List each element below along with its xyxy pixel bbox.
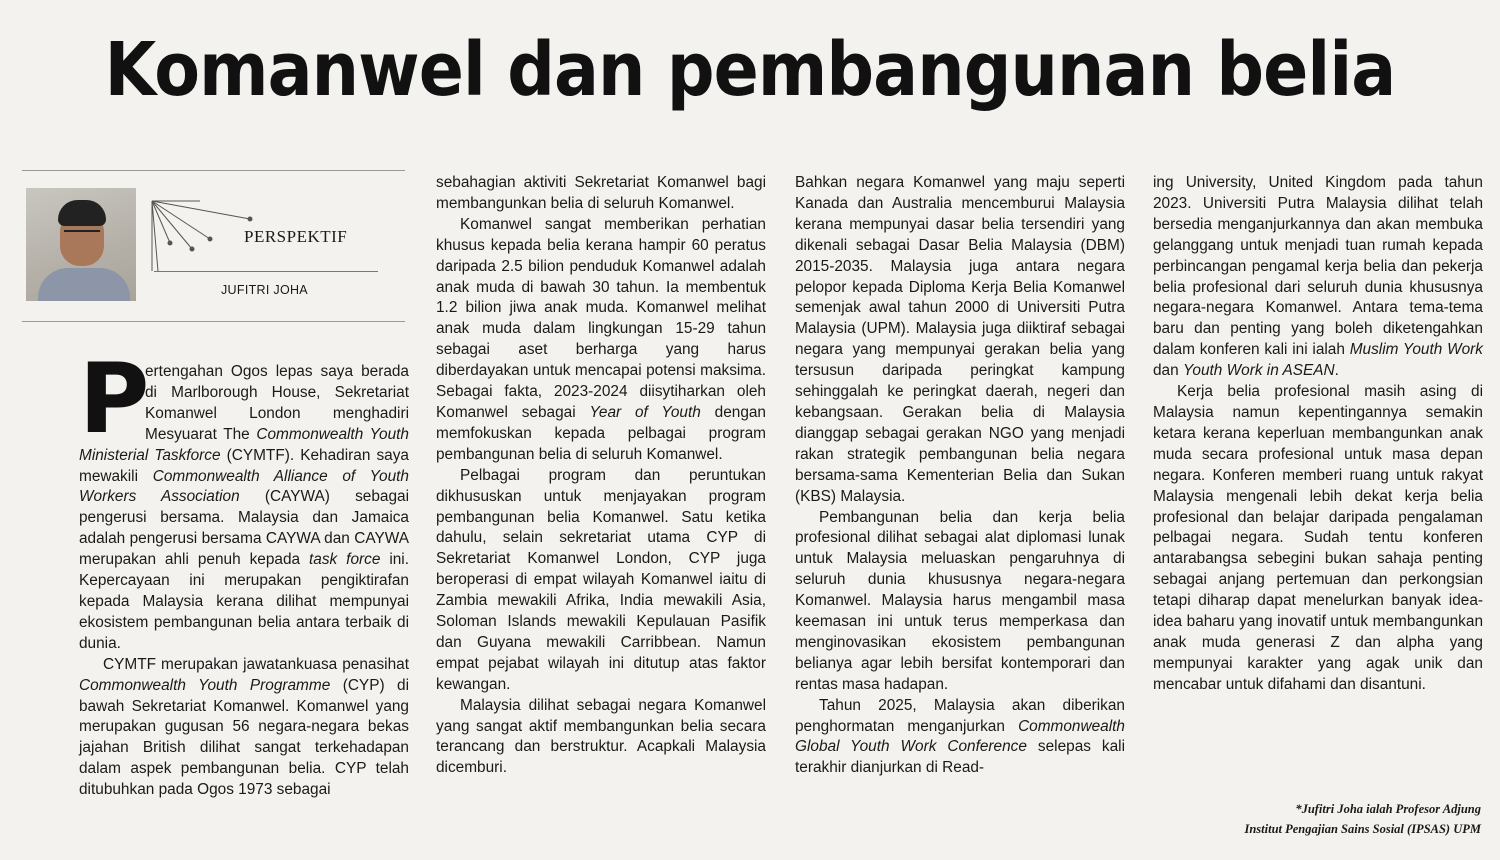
paragraph: sebahagian aktiviti Sekretariat Komanwel bagi membangunkan belia di seluruh Komanwel. <box>436 174 766 212</box>
column-label: PERSPEKTIF <box>244 227 348 246</box>
byline-box <box>22 170 405 322</box>
paragraph: Pembangunan belia dan kerja belia profesional dilihat sebagai alat diplomasi lunak untuk Malaysia meluaskan pengaruhnya di seluruh dunia khususnya negara-negara Komanwel. Malaysia harus mengambil masa keemasan ini untuk terus memperkasa dan menginovasikan ekosistem pembangunan belianya agar lebih bersifat kontemporari dan rentas masa hadapan. <box>795 508 1125 693</box>
paragraph: Bahkan negara Komanwel yang maju seperti Kanada dan Australia mencemburui Malaysia kerana mempunyai dasar belia tersendiri yang dikenali sebagai Dasar Belia Malaysia (DBM) 2015-2035. Malaysia juga antara negara pelopor kepada Diploma Kerja Belia Komanwel semenjak awal tahun 2000 di Universiti Putra Malaysia (UPM). Malaysia juga diiktiraf sebagai negara yang mempunyai gerakan belia yang tersusun daripada peringkat kampung sehinggalah ke peringkat daerah, negeri dan kebangsaan. Gerakan belia di Malaysia dianggap sebagai gerakan NGO yang menjadi rakan strategik pembangunan belia negara bersama-sama Kementerian Belia dan Sukan (KBS) Malaysia. <box>795 174 1125 505</box>
article-column-2 <box>436 173 766 779</box>
dropcap: P <box>79 343 150 455</box>
article-column-3 <box>795 173 1125 779</box>
article-column-4 <box>1153 173 1483 696</box>
paragraph: Komanwel sangat memberikan perhatian khusus kepada belia kerana hampir 60 peratus daripada 2.5 bilion penduduk Komanwel adalah anak muda di bawah 30 tahun. Ia membentuk 1.2 bilion jiwa anak muda. Komanwel melihat anak muda dalam lingkungan 15-29 tahun sebagai aset berharga yang harus diberdayakan untuk mencapai potensi maksima. Sebagai fakta, 2023-2024 diisytiharkan oleh Komanwel sebagai Year of Youth dengan memfokuskan kepada pelbagai program pembangunan belia di seluruh Komanwel. <box>436 215 766 463</box>
paragraph: Pelbagai program dan peruntukan dikhususkan untuk menjayakan program pembangunan belia Komanwel. Satu ketika dahulu, selain sekretariat utama CYP di Sekretariat Komanwel London, CYP juga beroperasi di empat wilayah Komanwel iaitu di Zambia mewakili Afrika, India mewakili Asia, Soloman Islands mewakili Kepulauan Pasifik dan Guyana mewakili Carribbean. Namun empat pejabat wilayah ini ditutup atas faktor kewangan. <box>436 466 766 693</box>
paragraph: ing University, United Kingdom pada tahun 2023. Universiti Putra Malaysia dilihat telah bersedia menganjurkannya dan akan membuka gelanggang untuk menjadi tuan rumah kepada perbincangan pengamal kerja belia dan pekerja belia profesional dari seluruh dunia khususnya negara-negara Komanwel. Antara tema-tema baru dan penting yang boleh diketengahkan dalam konferen kali ini ialah Muslim Youth Work dan Youth Work in ASEAN. <box>1153 174 1483 380</box>
paragraph: Malaysia dilihat sebagai negara Komanwel yang sangat aktif membangunkan belia secara terancang dan berstruktur. Acapkali Malaysia dicemburi. <box>436 696 766 777</box>
headline: Komanwel dan pembangunan belia <box>104 27 1396 113</box>
article-column-1 <box>79 362 409 801</box>
author-name: JUFITRI JOHA <box>221 283 308 297</box>
paragraph: Tahun 2025, Malaysia akan diberikan penghormatan menganjurkan Commonwealth Global Youth Work Conference selepas kali terakhir dianjurkan di Read- <box>795 696 1125 777</box>
divider <box>154 271 378 272</box>
paragraph: CYMTF merupakan jawatankuasa penasihat Commonwealth Youth Programme (CYP) di bawah Sekretariat Komanwel. Komanwel yang merupakan gugusan 56 negara-negara bekas jajahan British dilihat sangat terkehadapan dalam aspek pembangunan belia. CYP telah ditubuhkan pada Ogos 1973 sebagai <box>79 655 409 799</box>
author-photo <box>26 188 136 301</box>
paragraph: ertengahan Ogos lepas saya berada di Marlborough House, Sekretariat Komanwel London menghadiri Mesyuarat The Commonwealth Youth Ministerial Taskforce (CYMTF). Kehadiran saya mewakili Commonwealth Alliance of Youth Workers Association (CAYWA) sebagai pengerusi bersama. Malaysia dan Jamaica adalah pengerusi bersama CAYWA dan CAYWA merupakan ahli penuh kepada task force ini. Kepercayaan ini merupakan pengiktirafan kepada Malaysia kerana dilihat mempunyai ekosistem pembangunan belia antara terbaik di dunia. <box>79 363 410 652</box>
author-footnote: *Jufitri Joha ialah Profesor Adjung Institut Pengajian Sains Sosial (IPSAS) UPM <box>1244 802 1481 836</box>
paragraph: Kerja belia profesional masih asing di Malaysia namun kepentingannya semakin ketara kerana keperluan membangunkan anak muda secara profesional untuk masa depan negara. Konferen memberi ruang untuk rakyat Malaysia mengenali lebih dekat kerja belia profesional dan belajar daripada pengalaman pelbagai negara. Sudah tentu konferen antarabangsa sebegini bukan sahaja penting sebagai anjang pertemuan dan perkongsian tetapi diharap dapat menelurkan banyak idea-idea baharu yang inovatif untuk membangunkan anak muda generasi Z dan alpha yang mempunyai karakter yang agak unik dan mencabar untuk difahami dan disantuni. <box>1153 383 1483 693</box>
